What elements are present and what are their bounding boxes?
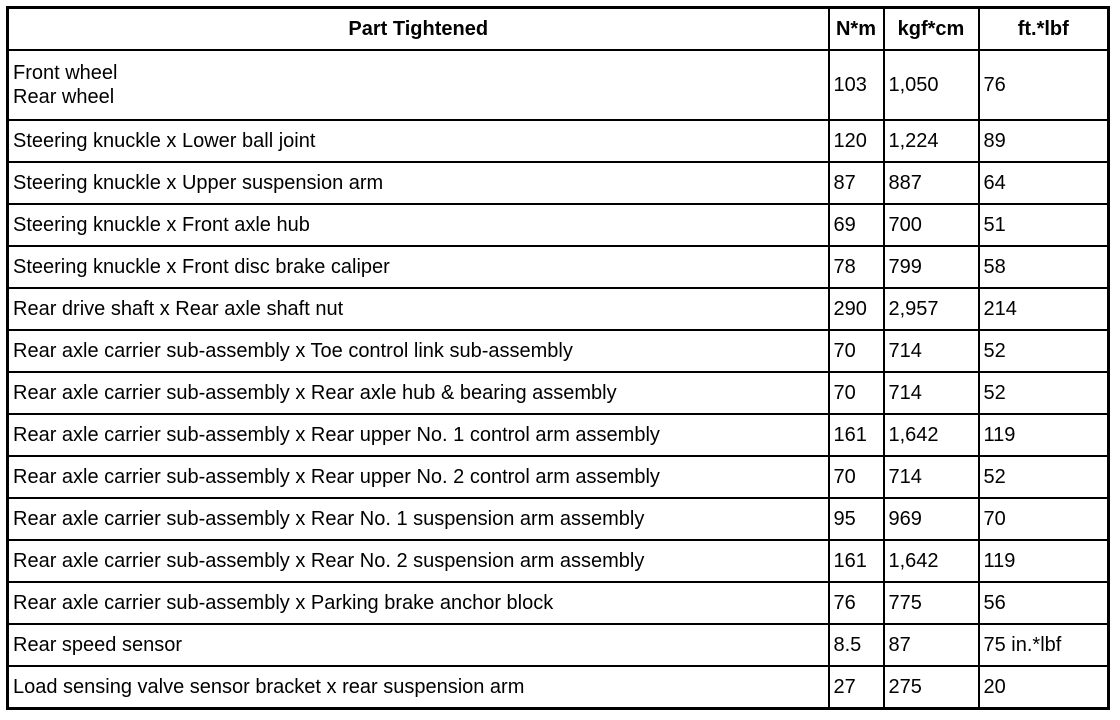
table-row [8, 288, 1109, 330]
cell-part: Rear axle carrier sub-assembly x Toe control link sub-assembly [8, 330, 829, 372]
cell-kgf-cm: 714 [884, 372, 979, 414]
cell-nm: 78 [829, 246, 884, 288]
cell-nm: 70 [829, 456, 884, 498]
cell-nm: 69 [829, 204, 884, 246]
cell-kgf-cm: 969 [884, 498, 979, 540]
cell-nm: 95 [829, 498, 884, 540]
part-line: Rear wheel [13, 86, 115, 108]
table-row [8, 372, 1109, 414]
table-row [8, 162, 1109, 204]
cell-kgf-cm: 714 [884, 330, 979, 372]
cell-kgf-cm: 1,642 [884, 414, 979, 456]
cell-nm: 70 [829, 372, 884, 414]
cell-nm: 103 [829, 50, 884, 120]
cell-kgf-cm: 714 [884, 456, 979, 498]
cell-ft-lbf: 56 [979, 582, 1109, 624]
cell-nm: 8.5 [829, 624, 884, 666]
cell-kgf-cm: 1,224 [884, 120, 979, 162]
cell-ft-lbf: 20 [979, 666, 1109, 708]
table-row [8, 414, 1109, 456]
table-row [8, 582, 1109, 624]
cell-nm: 27 [829, 666, 884, 708]
cell-part: Steering knuckle x Front axle hub [8, 204, 829, 246]
header-nm: N*m [829, 8, 884, 51]
cell-kgf-cm: 887 [884, 162, 979, 204]
cell-part [8, 50, 829, 120]
cell-nm: 161 [829, 540, 884, 582]
cell-part: Steering knuckle x Upper suspension arm [8, 162, 829, 204]
cell-part: Rear axle carrier sub-assembly x Rear No. 1 suspension arm assembly [8, 498, 829, 540]
cell-kgf-cm: 775 [884, 582, 979, 624]
table-row [8, 540, 1109, 582]
header-ft-lbf: ft.*lbf [979, 8, 1109, 51]
cell-part: Rear speed sensor [8, 624, 829, 666]
cell-nm: 70 [829, 330, 884, 372]
table-row [8, 624, 1109, 666]
cell-nm: 161 [829, 414, 884, 456]
cell-ft-lbf: 51 [979, 204, 1109, 246]
header-part-tightened: Part Tightened [8, 8, 829, 51]
cell-kgf-cm: 275 [884, 666, 979, 708]
cell-ft-lbf: 70 [979, 498, 1109, 540]
cell-kgf-cm: 87 [884, 624, 979, 666]
cell-nm: 87 [829, 162, 884, 204]
cell-ft-lbf: 119 [979, 414, 1109, 456]
table-row [8, 666, 1109, 708]
cell-kgf-cm: 1,642 [884, 540, 979, 582]
table-row [8, 330, 1109, 372]
cell-part: Rear drive shaft x Rear axle shaft nut [8, 288, 829, 330]
cell-ft-lbf: 75 in.*lbf [979, 624, 1109, 666]
table-row [8, 50, 1109, 120]
table-row [8, 120, 1109, 162]
cell-part: Rear axle carrier sub-assembly x Rear upper No. 1 control arm assembly [8, 414, 829, 456]
cell-ft-lbf: 52 [979, 456, 1109, 498]
cell-kgf-cm: 2,957 [884, 288, 979, 330]
cell-part: Rear axle carrier sub-assembly x Rear axle hub & bearing assembly [8, 372, 829, 414]
cell-part: Rear axle carrier sub-assembly x Rear No. 2 suspension arm assembly [8, 540, 829, 582]
cell-ft-lbf: 52 [979, 330, 1109, 372]
cell-kgf-cm: 700 [884, 204, 979, 246]
cell-part: Steering knuckle x Front disc brake caliper [8, 246, 829, 288]
header-kgf-cm: kgf*cm [884, 8, 979, 51]
cell-ft-lbf: 214 [979, 288, 1109, 330]
cell-ft-lbf: 89 [979, 120, 1109, 162]
cell-ft-lbf: 64 [979, 162, 1109, 204]
cell-part: Rear axle carrier sub-assembly x Parking brake anchor block [8, 582, 829, 624]
cell-ft-lbf: 76 [979, 50, 1109, 120]
table-row [8, 246, 1109, 288]
cell-ft-lbf: 52 [979, 372, 1109, 414]
torque-spec-table [6, 6, 1110, 710]
cell-kgf-cm: 799 [884, 246, 979, 288]
cell-ft-lbf: 58 [979, 246, 1109, 288]
header-row [8, 8, 1109, 51]
cell-ft-lbf: 119 [979, 540, 1109, 582]
cell-part: Steering knuckle x Lower ball joint [8, 120, 829, 162]
part-line: Front wheel [13, 62, 118, 84]
table-row [8, 456, 1109, 498]
cell-nm: 76 [829, 582, 884, 624]
cell-kgf-cm: 1,050 [884, 50, 979, 120]
cell-nm: 290 [829, 288, 884, 330]
table-row [8, 204, 1109, 246]
cell-nm: 120 [829, 120, 884, 162]
cell-part: Rear axle carrier sub-assembly x Rear upper No. 2 control arm assembly [8, 456, 829, 498]
cell-part: Load sensing valve sensor bracket x rear suspension arm [8, 666, 829, 708]
table-row [8, 498, 1109, 540]
